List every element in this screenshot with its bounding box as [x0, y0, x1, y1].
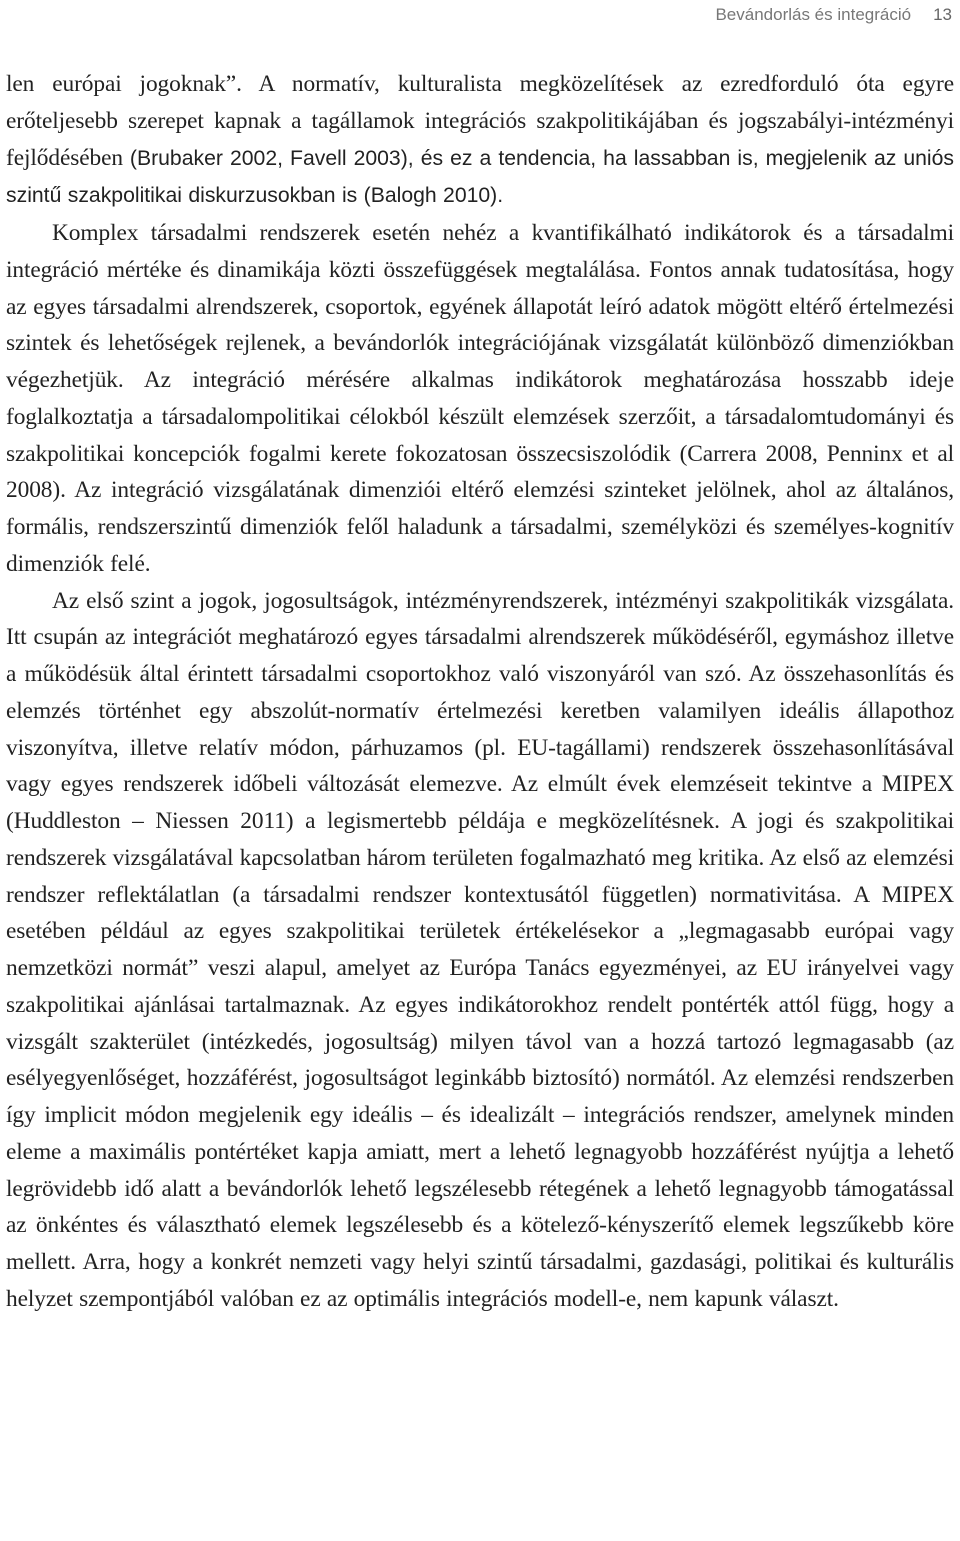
- paragraph-1-text: len európai jogoknak”. A normatív, kulturalista megközelítések az ezredforduló óta egyre erőteljesebb szerepet kapnak a tagállamok integrációs szakpolitikájában és jogszabályi-intézményi fejlődésében: [6, 71, 954, 171]
- paragraph-1: [6, 66, 954, 215]
- paragraph-1-citation-text: (Brubaker 2002, Favell 2003), és ez a tendencia, ha lassabban is, megjelenik az uniós szintű szakpolitikai diskurzusokban is (Balogh 2010).: [6, 146, 955, 208]
- running-header: [715, 2, 952, 28]
- paragraph-2-text: Komplex társadalmi rendszerek esetén nehéz a kvantifikálható indikátorok és a társadalmi integráció mértéke és dinamikája közti összefüggések megtalálása. Fontos annak tudatosítása, hogy az egyes társadalmi alrendszerek, csoportok, egyének állapotát leíró adatok mögött eltérő értelmezési szintek és lehetőségek rejlenek, a bevándorlók integrációjának vizsgálatát különböző dimenziókban végezhetjük. Az integráció mérésére alkalmas indikátorok meghatározása hosszabb ideje foglalkoztatja a társadalompolitikai célokból készült elemzések szerzőit, a társadalomtudományi és szakpolitikai koncepciók fogalmi kerete fokozatosan összecsiszolódik (Carrera 2008, Penninx et al 2008). Az integráció vizsgálatának dimenziói eltérő elemzési szinteket jelölnek, ahol az általános, formális, rendszerszintű dimenziók felől haladunk a társadalmi, személyközi és személyes-kognitív dimenziók felé.: [6, 220, 954, 577]
- paragraph-3-text: Az első szint a jogok, jogosultságok, intézményrendszerek, intézményi szakpolitikák vizsgálata. Itt csupán az integrációt meghatározó egyes társadalmi alrendszerek működéséről, egymáshoz illetve a működésük által érintett társadalmi csoportokhoz való viszonyáról van szó. Az összehasonlítás és elemzés történhet egy abszolút-normatív értelmezési keretben valamilyen ideális állapothoz viszonyítva, illetve relatív módon, párhuzamos (pl. EU-tagállami) rendszerek összehasonlításával vagy egyes rendszerek időbeli változását elemezve. Az elmúlt évek elemzéseit tekintve a MIPEX (Huddleston – Niessen 2011) a legismertebb példája e megközelítésnek. A jogi és szakpolitikai rendszerek vizsgálatával kapcsolatban három területen fogalmazható meg kritika. Az első az elemzési rendszer reflektálatlan (a társadalmi rendszer kontextusától független) normativitása. A MIPEX esetében például az egyes szakpolitikai területek értékelésekor a „legmagasabb európai vagy nemzetközi normát” veszi alapul, amelyet az Európa Tanács egyezményei, az EU irányelvei vagy szakpolitikai ajánlásai tartalmaznak. Az egyes indikátorokhoz rendelt pontérték attól függ, hogy a vizsgált szakterület (intézkedés, jogosultság) milyen távol van a hozzá tartozó legmagasabb (az esélyegyenlőséget, hozzáférést, jogosultságot leginkább biztosító) normától. Az elemzési rendszerben így implicit módon megjelenik egy ideális – és idealizált – integrációs rendszer, amelynek minden eleme a maximális pontértéket kapja amiatt, mert a lehető legnagyobb hozzáférést nyújtja a lehető legrövidebb idő alatt a bevándorlók lehető legszélesebb rétegének a lehető legnagyobb támogatással az önkéntes és választható elemek legszélesebb és a kötelező-kényszerítő elemek legszűkebb köre mellett. Arra, hogy a konkrét nemzeti vagy helyi szintű társadalmi, gazdasági, politikai és kulturális helyzet szempontjából valóban ez az optimális integrációs modell-e, nem kapunk választ.: [6, 587, 954, 1312]
- paragraph-3: [6, 583, 954, 1318]
- body-text: [6, 66, 954, 1318]
- page-number: 13: [933, 5, 952, 24]
- paragraph-2: [6, 215, 954, 583]
- running-title: Bevándorlás és integráció: [715, 5, 912, 24]
